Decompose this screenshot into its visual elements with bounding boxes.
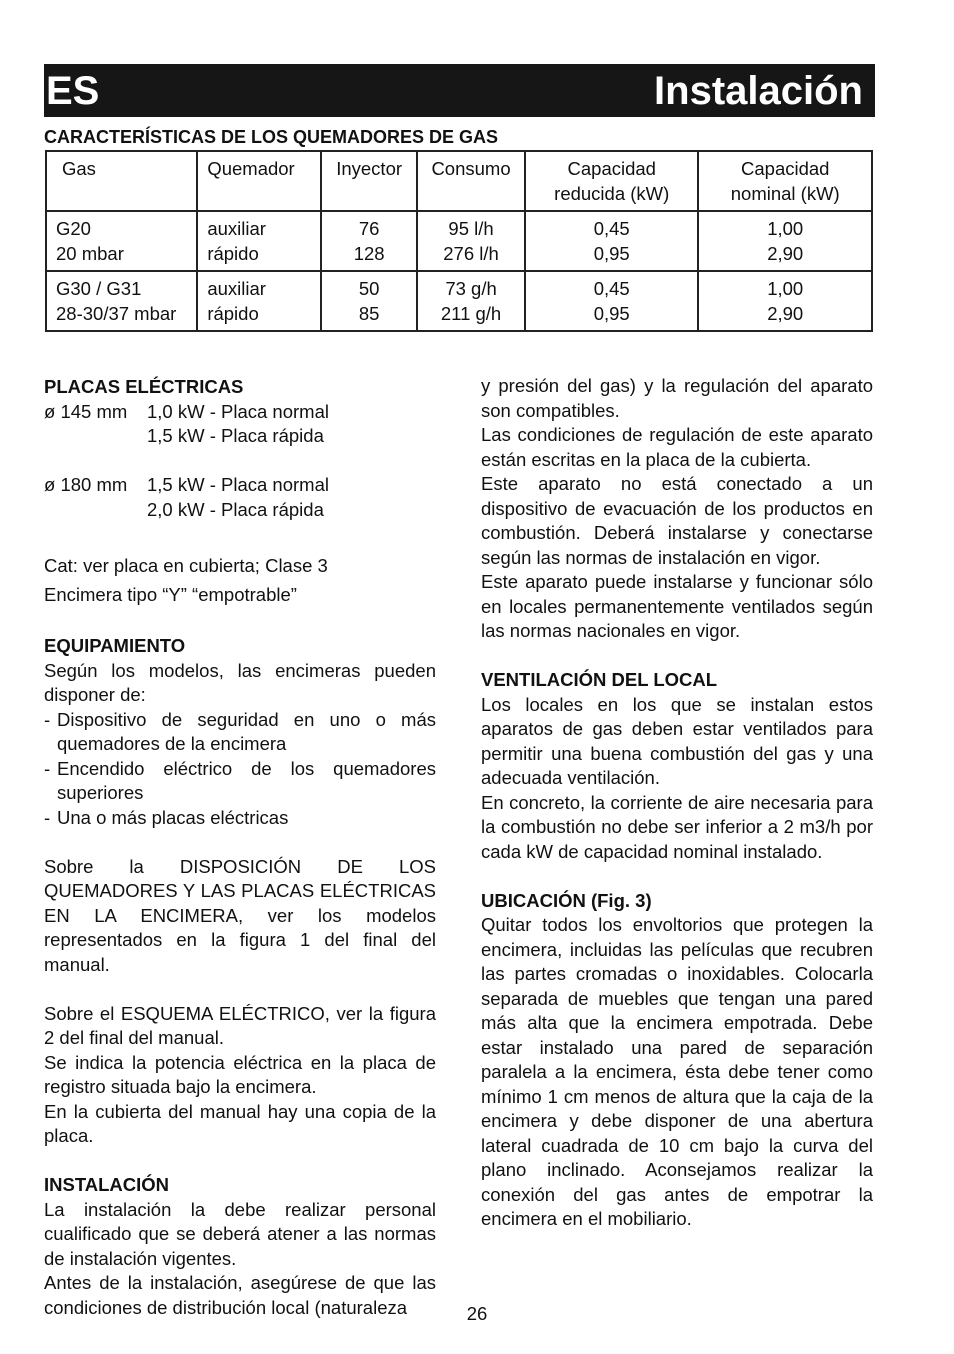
plate-power: 1,5 kW - Placa normal bbox=[147, 474, 329, 495]
plate-spec bbox=[44, 498, 436, 523]
section-heading: INSTALACIÓN bbox=[44, 1174, 170, 1195]
plate-spec bbox=[44, 400, 436, 425]
table-cell: 1,00 2,90 bbox=[698, 271, 872, 331]
plate-power: 1,5 kW - Placa rápida bbox=[147, 425, 324, 446]
page-number: 26 bbox=[466, 1303, 488, 1324]
paragraph: Los locales en los que se instalan estos aparatos de gas deben estar ventilados para permitir una buena combustión del gas y una adecuada ventilación. bbox=[481, 693, 873, 788]
table-cell: G20 20 mbar bbox=[46, 211, 197, 271]
table-cell: 76 128 bbox=[321, 211, 417, 271]
table-row bbox=[46, 211, 872, 271]
table-cell: 95 l/h 276 l/h bbox=[417, 211, 525, 271]
list-item: - Dispositivo de seguridad en uno o más quemadores de la encimera bbox=[44, 708, 436, 754]
section-heading: UBICACIÓN (Fig. 3) bbox=[481, 889, 652, 911]
table-cell: 0,45 0,95 bbox=[525, 271, 698, 331]
table-header-row bbox=[46, 151, 872, 211]
table-cell: 0,45 0,95 bbox=[525, 211, 698, 271]
header-quemador: Quemador bbox=[197, 151, 321, 211]
plate-spec bbox=[44, 424, 436, 449]
category-text: Cat: ver placa en cubierta; Clase 3 bbox=[44, 555, 328, 576]
plate-power: 2,0 kW - Placa rápida bbox=[147, 498, 324, 520]
paragraph: Quitar todos los envoltorios que protegen la encimera, incluidas las películas que recubren las partes cromadas o inoxidables. Colocarla separada de muebles que tengan una pared más alta que la encimera empotrada. Debe estar instalado una pared de separación paralela a la encimera, ésta debe tener como mínimo 1 cm menos de altura que la caja de la encimera y debe disponer de una abertura lateral cuadrada de 10 cm bajo la curva del plano inclinado. Aconsejamos realizar la conexión del gas antes de empotrar la encimera en el mobiliario. bbox=[481, 914, 873, 1229]
plate-diameter: ø 145 mm bbox=[44, 400, 128, 422]
section-heading: PLACAS ELÉCTRICAS bbox=[44, 376, 244, 397]
header-consumo: Consumo bbox=[417, 151, 525, 211]
paragraph: Se indica la potencia eléctrica en la placa de registro situada bajo la encimera. bbox=[44, 1051, 436, 1097]
paragraph: Sobre la DISPOSICIÓN DE LOS QUEMADORES Y LAS PLACAS ELÉCTRICAS EN LA ENCIMERA, ver los modelos representados en la figura 1 del final del manual. bbox=[44, 855, 436, 975]
table-cell: auxiliar rápido bbox=[197, 211, 321, 271]
paragraph: Según los modelos, las encimeras pueden disponer de: bbox=[44, 659, 436, 705]
table-cell: 73 g/h 211 g/h bbox=[417, 271, 525, 331]
list-item: - Una o más placas eléctricas bbox=[44, 806, 289, 828]
paragraph: La instalación la debe realizar personal cualificado que se deberá atener a las normas de instalación vigentes. bbox=[44, 1198, 436, 1269]
header-capacidad-reducida: Capacidad reducida (kW) bbox=[525, 151, 698, 211]
table-row bbox=[46, 271, 872, 331]
table-cell: G30 / G31 28-30/37 mbar bbox=[46, 271, 197, 331]
paragraph: y presión del gas) y la regulación del aparato son compatibles. bbox=[481, 375, 873, 421]
page-title: Instalación bbox=[654, 69, 863, 113]
section-heading: VENTILACIÓN DEL LOCAL bbox=[481, 669, 718, 690]
plate-power: 1,0 kW - Placa normal bbox=[147, 400, 329, 422]
paragraph: En la cubierta del manual hay una copia de la placa. bbox=[44, 1100, 436, 1146]
paragraph: Antes de la instalación, asegúrese de que las condiciones de distribución local (naturaleza bbox=[44, 1272, 436, 1318]
header-bar bbox=[44, 64, 875, 117]
table-cell: auxiliar rápido bbox=[197, 271, 321, 331]
section-heading: EQUIPAMIENTO bbox=[44, 635, 186, 656]
table-cell: 50 85 bbox=[321, 271, 417, 331]
paragraph: Las condiciones de regulación de este aparato están escritas en la placa de la cubierta. bbox=[481, 424, 873, 470]
encimera-type-text: Encimera tipo “Y” “empotrable” bbox=[44, 583, 297, 605]
list-item: - Encendido eléctrico de los quemadores superiores bbox=[44, 757, 436, 803]
plate-spec bbox=[44, 473, 436, 498]
table-title: CARACTERÍSTICAS DE LOS QUEMADORES DE GAS bbox=[44, 127, 499, 147]
header-gas: Gas bbox=[46, 151, 197, 211]
language-code: ES bbox=[46, 69, 100, 113]
gas-burner-table bbox=[45, 150, 873, 332]
paragraph: En concreto, la corriente de aire necesaria para la combustión no debe ser inferior a 2 m3/h por cada kW de capacidad nominal instalado. bbox=[481, 791, 873, 862]
header-inyector: Inyector bbox=[321, 151, 417, 211]
right-column bbox=[481, 374, 873, 1232]
paragraph: Sobre el ESQUEMA ELÉCTRICO, ver la figura 2 del final del manual. bbox=[44, 1002, 436, 1048]
header-capacidad-nominal: Capacidad nominal (kW) bbox=[698, 151, 872, 211]
paragraph: Este aparato puede instalarse y funcionar sólo en locales permanentemente ventilados según las normas nacionales en vigor. bbox=[481, 571, 873, 641]
table-cell: 1,00 2,90 bbox=[698, 211, 872, 271]
paragraph: Este aparato no está conectado a un dispositivo de evacuación de los productos en combustión. Deberá instalarse y conectarse según las normas de instalación en vigor. bbox=[481, 473, 873, 568]
left-column bbox=[44, 375, 436, 1320]
plate-diameter: ø 180 mm bbox=[44, 474, 128, 495]
